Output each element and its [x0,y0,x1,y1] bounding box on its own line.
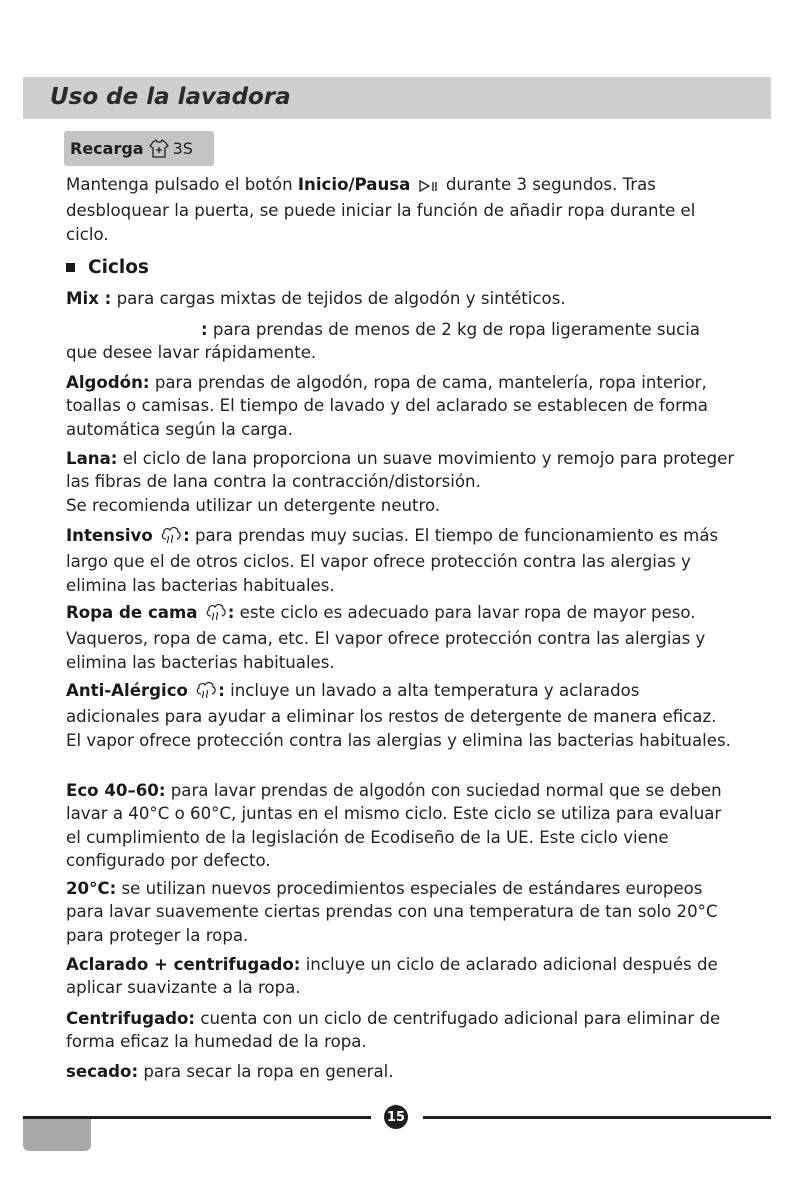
cycle-bedding [66,601,736,674]
cycle-description: el ciclo de lana proporciona un suave movimiento y remojo para proteger las fibras de lana contra la contracción/distorsión. [66,449,735,492]
cycle-colon: : [227,603,235,622]
cycle-name: Lana: [66,449,118,468]
cycle-name: Anti-Alérgico [66,681,188,700]
cycle-name: secado: [66,1062,139,1081]
steam-icon [205,601,227,627]
cycle-cotton [66,371,736,441]
cycle-description: para cargas mixtas de tejidos de algodón y sintéticos. [111,289,566,308]
cycle-colon: : [218,681,225,700]
cycle-name: Eco 40–60: [66,781,166,800]
cycle-description: incluye un lavado a alta temperatura y aclarados adicionales para ayudar a eliminar los restos de detergente de manera eficaz. El vapor ofrece protección contra las alergias y elimina las bacterias habituales. [66,681,731,750]
intro-paragraph [66,173,736,246]
cycle-description: para prendas muy sucias. El tiempo de funcionamiento es más largo que el de otros ciclos. El vapor ofrece protección contra las alergias y elimina las bacterias habituales. [66,526,719,595]
cycle-description: se utilizan nuevos procedimientos especiales de estándares europeos para lavar suavemente ciertas prendas con una temperatura de tan solo 20°C para proteger la ropa. [66,879,718,945]
page-title: Uso de la lavadora [50,84,291,110]
cycle-name: Intensivo [66,526,153,545]
cycle-drying [66,1060,736,1083]
cycle-intensive [66,524,736,597]
cycle-20c [66,877,736,947]
steam-icon [195,679,217,705]
intro-text: Mantenga pulsado el botón [66,175,298,194]
cycle-description: este ciclo es adecuado para lavar ropa de mayor peso. Vaqueros, ropa de cama, etc. El vapor ofrece protección contra las alergias y elimina las bacterias habituales. [66,603,706,672]
cycle-name: Aclarado + centrifugado: [66,955,301,974]
reload-duration: 3S [172,139,193,158]
cycle-name: Centrifugado: [66,1009,196,1028]
cycle-description: para lavar prendas de algodón con suciedad normal que se deben lavar a 40°C o 60°C, juntas en el mismo ciclo. Este ciclo se utiliza para evaluar el cumplimiento de la legislación de Ecodiseño de la UE. Este ciclo viene configurado por defecto. [66,781,722,870]
cycle-anti-allergy [66,679,736,752]
cycle-colon: : [183,526,190,545]
footer-rule-right [423,1116,771,1119]
cycle-name: Ropa de cama [66,603,198,622]
steam-icon [160,524,182,550]
reload-label-tag [64,131,214,166]
cycle-eco-40-60 [66,779,736,872]
shirt-plus-icon [148,139,170,159]
section-title-text: Ciclos [88,257,149,278]
cycle-name: : [201,320,208,339]
cycle-name: Algodón: [66,373,150,392]
cycle-mix [66,287,736,310]
cycle-name: 20°C: [66,879,117,898]
reload-label: Recarga [70,139,144,158]
play-pause-icon [418,176,440,199]
cycle-spin [66,1007,736,1054]
cycle-wool [66,447,736,517]
cycle-quick [66,318,736,365]
cycle-description: para secar la ropa en general. [138,1062,394,1081]
cycle-description: para prendas de algodón, ropa de cama, mantelería, ropa interior, toallas o camisas. El tiempo de lavado y del aclarado se establecen de forma automática según la carga. [66,373,708,439]
cycle-description: cuenta con un ciclo de centrifugado adicional para eliminar de forma eficaz la humedad de la ropa. [66,1009,721,1052]
cycle-rinse-spin [66,953,736,1000]
page-number: 15 [384,1105,408,1129]
start-pause-label: Inicio/Pausa [297,175,411,194]
cycle-name: Mix : [66,289,112,308]
cycle-description: para prendas de menos de 2 kg de ropa ligeramente sucia que desee lavar rápidamente. [66,320,700,363]
cycle-description: incluye un ciclo de aclarado adicional después de aplicar suavizante a la ropa. [66,955,718,998]
intro-text-continued: durante 3 segundos. Tras desbloquear la puerta, se puede iniciar la función de añadir ropa durante el ciclo. [66,175,696,244]
section-header-bar [23,77,771,119]
square-bullet-icon [66,263,75,272]
section-title [66,257,149,278]
footer-tab-block [23,1119,91,1151]
cycle-note: Se recomienda utilizar un detergente neutro. [66,495,441,515]
